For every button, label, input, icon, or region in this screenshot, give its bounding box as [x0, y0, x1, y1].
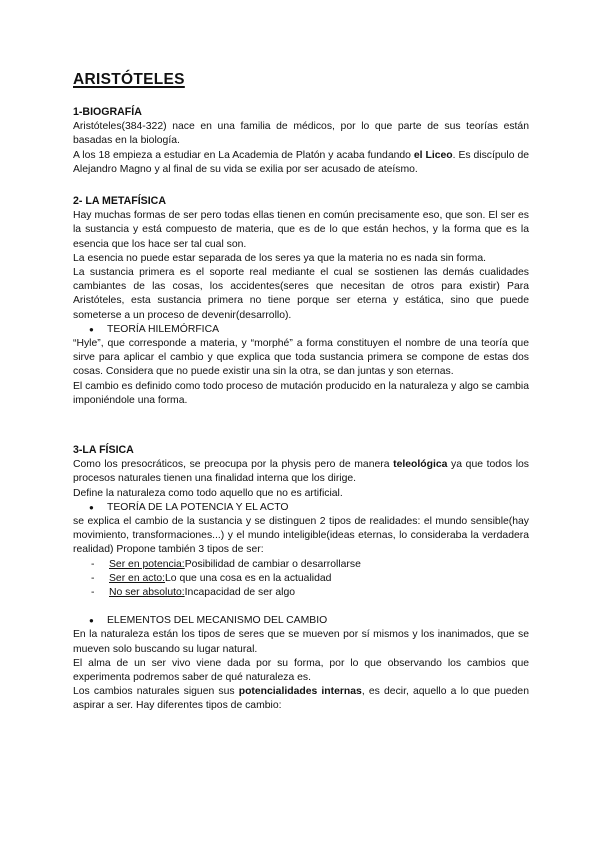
- paragraph: Hay muchas formas de ser pero todas ellas tienen en común precisamente eso, que son. El ser es la sustancia y está compuesto de materia, que es de lo que están hechos, y la forma que es la esencia que los hace ser tal cual son.: [73, 210, 529, 250]
- paragraph: [73, 149, 529, 177]
- bullet-item: [73, 501, 529, 515]
- dash-icon: -: [91, 558, 95, 570]
- bullet-item: [73, 323, 529, 337]
- document-title: ARISTÓTELES: [73, 71, 185, 88]
- dash-item: [73, 572, 529, 586]
- bullet-text: TEORÍA DE LA POTENCIA Y EL ACTO: [107, 501, 289, 513]
- dash-term: Ser en acto:: [109, 572, 166, 584]
- paragraph: [73, 685, 529, 713]
- dash-text: Incapacidad de ser algo: [184, 587, 296, 599]
- dash-item: [73, 586, 529, 600]
- paragraph: “Hyle”, que corresponde a materia, y “morphé” a forma constituyen el nombre de una teoría que sirve para aplicar el cambio y que explica que toda sustancia primera se compone de estas dos cosas. Considera que no puede existir una sin la otra, se dan juntas y son eternas.: [73, 338, 529, 378]
- text-run: Como los presocráticos, se preocupa por la physis pero de manera: [73, 459, 394, 471]
- paragraph: La sustancia primera es el soporte real mediante el cual se sostienen las demás cualidades cambiantes de las cosas, los accidentes(seres que necesitan de otros para existir) Para Aristóteles, esta sustancia primera no tiene porque ser eterna y estática, sino que puede someterse a un proceso de devenir(desarrollo).: [73, 267, 529, 321]
- paragraph: El cambio es definido como todo proceso de mutación producido en la naturaleza y algo se cambia imponiéndole una forma.: [73, 380, 529, 406]
- dash-icon: -: [91, 587, 95, 599]
- dash-text: Posibilidad de cambiar o desarrollarse: [184, 558, 361, 570]
- paragraph: En la naturaleza están los tipos de seres que se mueven por sí mismos y los inanimados, que se mueven solo buscando su lugar natural.: [73, 629, 529, 655]
- paragraph: El alma de un ser vivo viene dada por su forma, por lo que observando los cambios que experimenta podremos saber de qué naturaleza es.: [73, 657, 529, 684]
- paragraph: La esencia no puede estar separada de los seres ya que la materia no es nada sin forma.: [73, 252, 486, 264]
- dash-term: No ser absoluto:: [109, 587, 185, 599]
- text-run: Los cambios naturales siguen sus: [73, 686, 239, 698]
- bold-term: teleológica: [393, 459, 448, 471]
- section-heading: 1-BIOGRAFÍA: [73, 106, 142, 118]
- paragraph: Aristóteles(384-322) nace en una familia de médicos, por lo que parte de sus teorías están basadas en la biología.: [73, 121, 529, 147]
- bullet-dot-icon: ●: [89, 502, 94, 512]
- bullet-text: ELEMENTOS DEL MECANISMO DEL CAMBIO: [107, 615, 328, 627]
- bullet-dot-icon: ●: [89, 616, 94, 626]
- text-run: . Es discípulo de Alejandro Magno y al final de su vida se exilia por ser acusado de ateísmo.: [73, 149, 529, 175]
- bullet-text: TEORÍA HILEMÓRFICA: [107, 323, 220, 335]
- section-fisica: [73, 443, 529, 714]
- spacer: [73, 600, 529, 614]
- section-heading: 3-LA FÍSICA: [73, 444, 134, 456]
- bold-term: el Liceo: [413, 149, 453, 161]
- text-run: A los 18 empieza a estudiar en La Academia de Platón y acaba fundando: [73, 149, 414, 161]
- bold-term: potencialidades internas: [238, 686, 362, 698]
- text-run: , es decir, aquello a lo que pueden aspirar a ser. Hay diferentes tipos de cambio:: [73, 686, 529, 712]
- dash-icon: -: [91, 572, 95, 584]
- paragraph: se explica el cambio de la sustancia y se distinguen 2 tipos de realidades: el mundo sensible(hay movimiento, transformaciones...) y el mundo inteligible(ideas eternas, lo consideraba la verdadera realidad) Propone también 3 tipos de ser:: [73, 516, 529, 556]
- bullet-item: [73, 614, 529, 628]
- dash-term: Ser en potencia:: [109, 558, 185, 570]
- text-run: ya que todos los procesos naturales tienen una finalidad interna que los dirige.: [73, 459, 529, 485]
- paragraph: Define la naturaleza como todo aquello que no es artificial.: [73, 487, 343, 499]
- bullet-dot-icon: ●: [89, 324, 94, 334]
- paragraph: [73, 458, 529, 486]
- section-biografia: [73, 105, 529, 177]
- dash-item: [73, 558, 529, 572]
- dash-text: Lo que una cosa es en la actualidad: [165, 572, 332, 584]
- section-metafisica: [73, 194, 529, 408]
- section-heading: 2- LA METAFÍSICA: [73, 195, 166, 207]
